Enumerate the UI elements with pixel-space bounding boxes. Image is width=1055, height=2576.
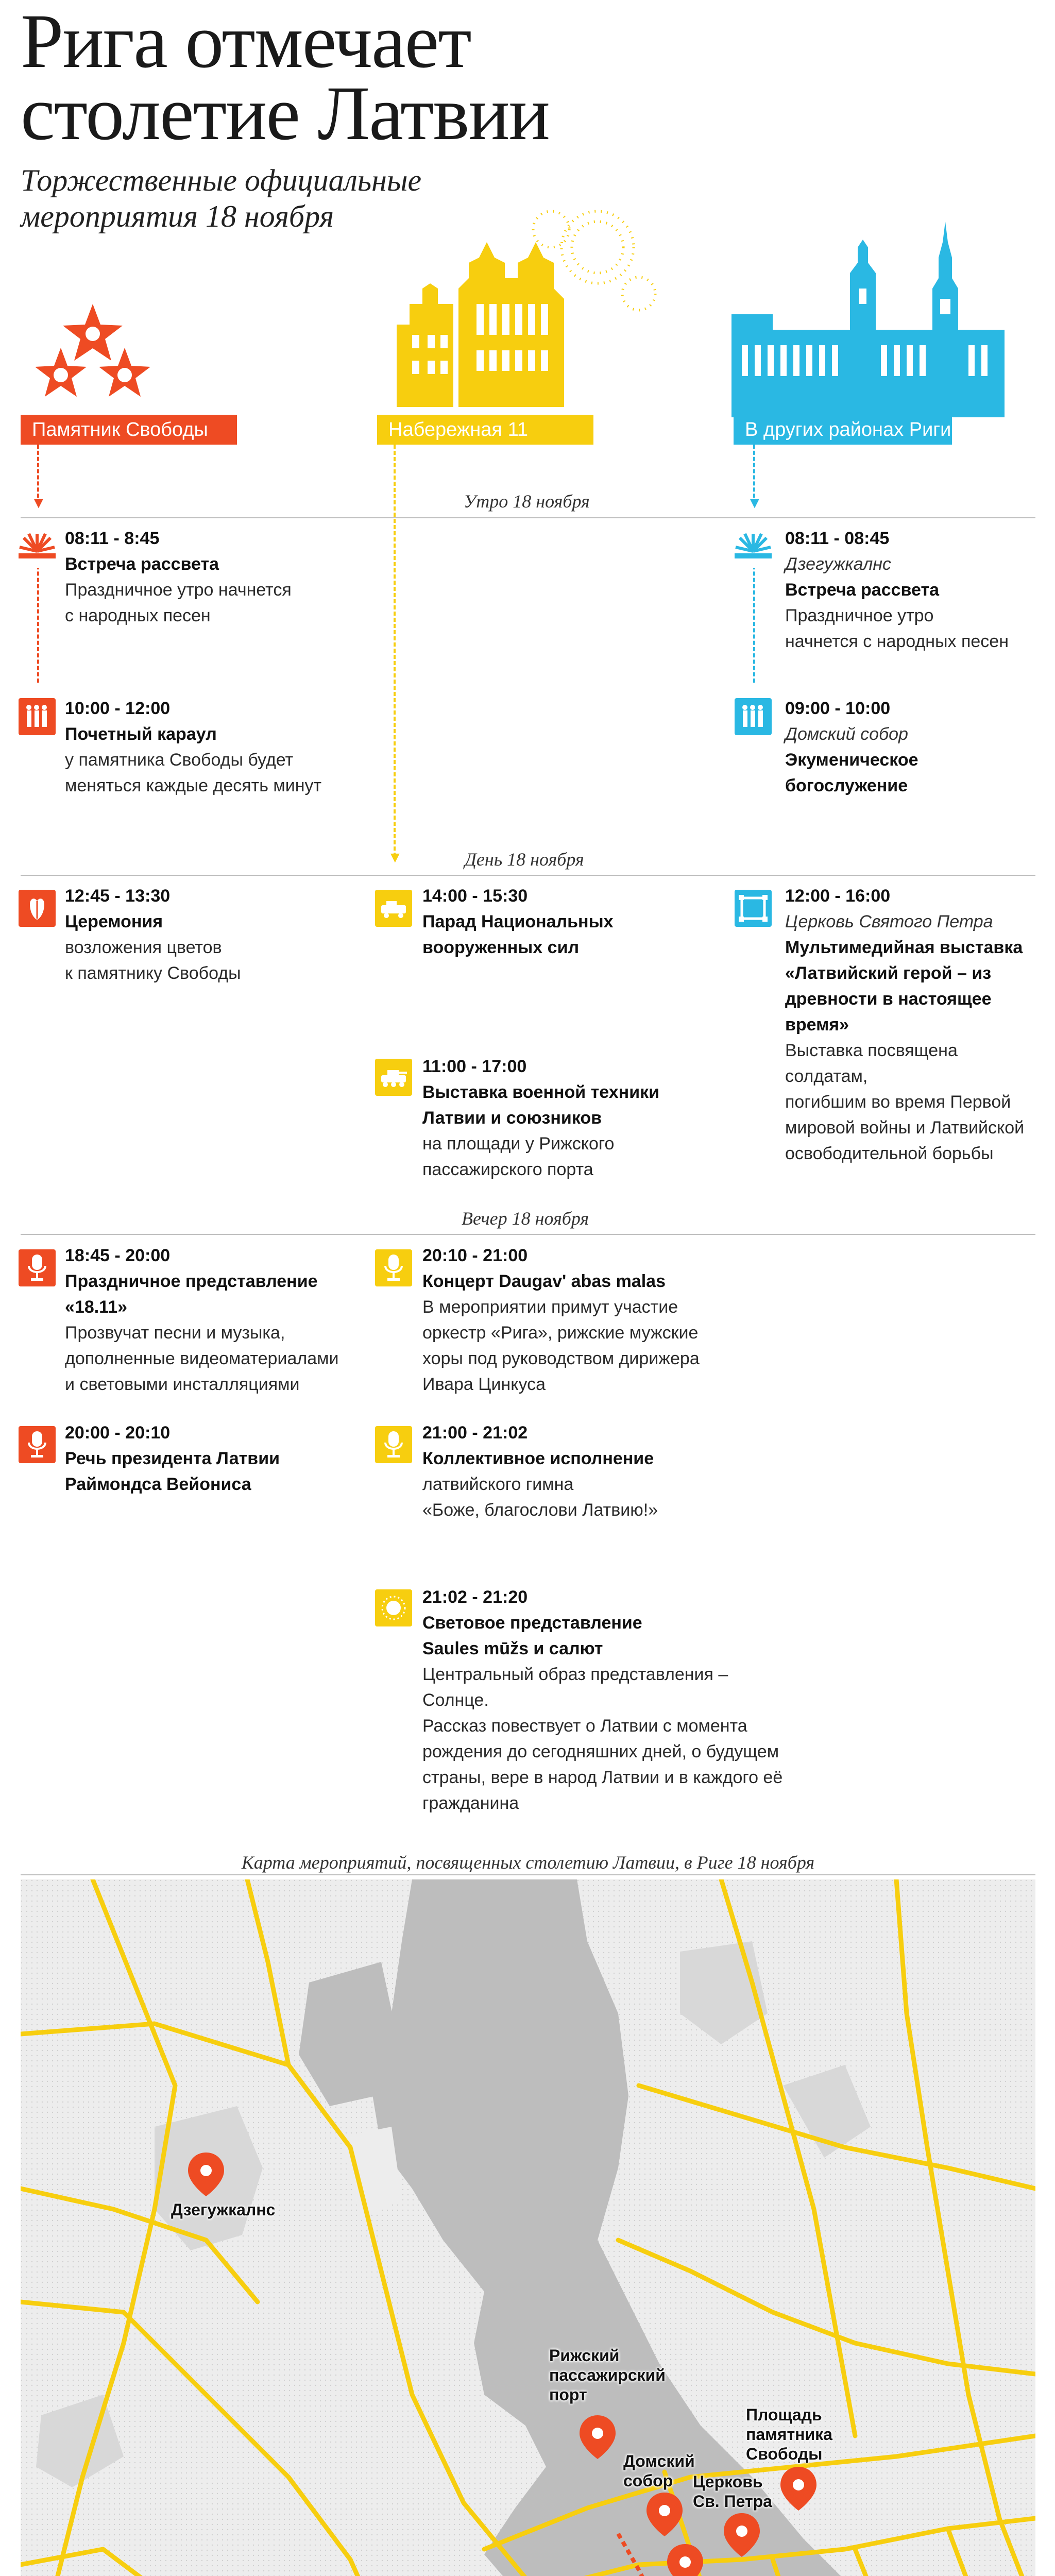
event-place: Церковь Святого Петра — [785, 912, 993, 931]
event-desc: пассажирского порта — [422, 1160, 593, 1179]
riga-churches-icon — [726, 211, 1015, 417]
evening-divider — [21, 1234, 1035, 1235]
event-evening-middle-2 — [422, 1420, 711, 1523]
microphone-icon — [375, 1249, 412, 1286]
event-desc: возложения цветов — [65, 938, 222, 957]
worship-icon — [735, 698, 772, 735]
event-day-right-1 — [785, 883, 1043, 1166]
event-evening-left-2 — [65, 1420, 353, 1497]
subtitle-line-2: мероприятия 18 ноября — [21, 199, 334, 233]
middle-arrow-icon: ▼ — [387, 849, 403, 866]
event-desc: В мероприятии примут участие — [422, 1297, 678, 1317]
map-drawing — [21, 1879, 1035, 2576]
event-desc: латвийского гимна — [422, 1475, 574, 1494]
microphone-icon — [375, 1426, 412, 1463]
event-day-left-1 — [65, 883, 353, 986]
map-label-dzeguzhkalns: Дзегужкалнс — [171, 2200, 276, 2219]
event-time: 14:00 - 15:30 — [422, 886, 528, 906]
middle-connector — [394, 445, 396, 857]
event-desc: хоры под руководством дирижера — [422, 1349, 700, 1368]
event-time: 12:00 - 16:00 — [785, 886, 891, 906]
event-name: Световое представление — [422, 1613, 642, 1633]
sunrise-icon — [735, 531, 772, 568]
event-desc: Праздничное утро — [785, 606, 934, 625]
event-name: Концерт Daugav' abas malas — [422, 1272, 666, 1291]
event-desc: рождения до сегодняшних дней, о будущем — [422, 1742, 779, 1761]
event-name: богослужение — [785, 776, 908, 795]
event-morning-right-2 — [785, 696, 1055, 799]
event-evening-middle-1 — [422, 1243, 711, 1397]
event-name: Встреча рассвета — [785, 580, 940, 600]
event-desc: Прозвучат песни и музыка, — [65, 1323, 285, 1343]
event-desc: «Боже, благослови Латвию!» — [422, 1500, 658, 1520]
event-name: время» — [785, 1015, 849, 1035]
event-desc: к памятнику Свободы — [65, 963, 241, 983]
map-label-line: памятника — [746, 2425, 832, 2444]
event-desc: у памятника Свободы будет — [65, 750, 294, 770]
event-morning-right-1 — [785, 526, 1055, 654]
event-desc: страны, вере в народ Латвии и в каждого её — [422, 1768, 783, 1787]
event-time: 20:00 - 20:10 — [65, 1423, 171, 1443]
map-label-line: собор — [623, 2471, 673, 2490]
title-line-2: столетие Латвии — [21, 71, 549, 156]
event-time: 20:10 - 21:00 — [422, 1246, 528, 1265]
guard-icon — [19, 698, 56, 735]
event-day-middle-2 — [422, 1054, 711, 1182]
military-vehicle-icon — [375, 1059, 412, 1096]
event-name: Парад Национальных — [422, 912, 614, 931]
flowers-icon — [19, 890, 56, 927]
map-label-line: Церковь — [693, 2472, 763, 2491]
event-morning-left-1 — [65, 526, 353, 629]
map-label-line: Площадь — [746, 2405, 822, 2424]
event-desc: на площади у Рижского — [422, 1134, 615, 1154]
event-time: 12:45 - 13:30 — [65, 886, 171, 906]
microphone-icon — [19, 1426, 56, 1463]
column-label-middle: Набережная 11 Ноября — [377, 415, 593, 445]
event-time: 21:00 - 21:02 — [422, 1423, 528, 1443]
map-label-line: пассажирский — [549, 2366, 666, 2384]
map-label-line: Св. Петра — [693, 2492, 772, 2511]
morning-label: Утро 18 ноября — [452, 491, 601, 512]
map-label-freedom-monument — [746, 2405, 832, 2464]
map-caption: Карта мероприятий, посвященных столетию Латвии, в Риге 18 ноября — [241, 1852, 815, 1873]
left-connector-2 — [37, 559, 39, 683]
event-desc: оркестр «Рига», рижские мужские — [422, 1323, 699, 1343]
event-name: Церемония — [65, 912, 163, 931]
event-desc: Рассказ повествует о Латвии с момента — [422, 1716, 747, 1736]
event-place: Домский собор — [785, 724, 908, 744]
event-desc: освободительной борьбы — [785, 1144, 994, 1163]
event-time: 18:45 - 20:00 — [65, 1246, 171, 1265]
map-label-line: Рижский — [549, 2346, 620, 2365]
day-divider — [21, 875, 1035, 876]
event-name: Почетный караул — [65, 724, 217, 744]
event-name: Экуменическое — [785, 750, 918, 770]
day-label: День 18 ноября — [453, 849, 595, 870]
event-map[interactable] — [21, 1879, 1035, 2576]
map-label-port — [549, 2346, 666, 2404]
column-label-right: В других районах Риги — [734, 415, 952, 445]
event-name: Коллективное исполнение — [422, 1449, 654, 1468]
event-name: Встреча рассвета — [65, 554, 219, 574]
map-label-line: порт — [549, 2385, 587, 2404]
event-time: 10:00 - 12:00 — [65, 699, 171, 718]
event-day-middle-1 — [422, 883, 711, 960]
exhibition-screen-icon — [735, 890, 772, 927]
event-place: Дзегужкалнс — [785, 554, 892, 574]
event-desc: дополненные видеоматериалами — [65, 1349, 339, 1368]
event-desc: начнется с народных песен — [785, 632, 1009, 651]
event-name: Раймондса Вейониса — [65, 1475, 251, 1494]
subtitle-line-1: Торжественные официальные — [21, 163, 422, 197]
event-time: 11:00 - 17:00 — [422, 1057, 527, 1076]
event-name: Мультимедийная выставка — [785, 938, 1023, 957]
title-line-1: Рига отмечает — [21, 0, 471, 84]
old-town-houses-icon — [381, 201, 670, 417]
event-desc: Выставка посвящена солдатам, — [785, 1041, 958, 1086]
parade-icon — [375, 890, 412, 927]
page-title — [21, 0, 793, 156]
sunrise-icon — [19, 531, 56, 568]
event-desc: погибшим во время Первой — [785, 1092, 1011, 1112]
event-desc: Центральный образ представления – Солнце. — [422, 1665, 728, 1710]
map-label-line: Домский — [623, 2452, 695, 2470]
column-label-left: Памятник Свободы — [21, 415, 237, 445]
event-desc: и световыми инсталляциями — [65, 1375, 300, 1394]
sun-icon — [375, 1589, 412, 1626]
event-desc: гражданина — [422, 1793, 519, 1813]
event-desc: Праздничное утро начнется — [65, 580, 292, 600]
event-name: древности в настоящее — [785, 989, 992, 1009]
event-morning-left-2 — [65, 696, 353, 799]
event-time: 21:02 - 21:20 — [422, 1587, 528, 1607]
map-label-dom — [623, 2451, 695, 2490]
event-time: 09:00 - 10:00 — [785, 699, 891, 718]
event-desc: с народных песен — [65, 606, 211, 625]
map-label-st-peter — [693, 2472, 772, 2511]
event-name: «18.11» — [65, 1297, 128, 1317]
event-name: Речь президента Латвии — [65, 1449, 280, 1468]
right-connector-2 — [753, 559, 755, 683]
event-name: Праздничное представление — [65, 1272, 318, 1291]
evening-label: Вечер 18 ноября — [450, 1208, 600, 1229]
event-name: «Латвийский герой – из — [785, 963, 992, 983]
map-divider — [21, 1874, 1035, 1875]
event-desc: Ивара Цинкуса — [422, 1375, 546, 1394]
left-arrow-icon: ▼ — [31, 495, 46, 512]
event-time: 08:11 - 8:45 — [65, 529, 160, 548]
event-name: Латвии и союзников — [422, 1108, 602, 1128]
right-arrow-icon: ▼ — [747, 495, 762, 512]
event-name: Выставка военной техники — [422, 1082, 660, 1102]
event-time: 08:11 - 08:45 — [785, 529, 890, 548]
map-label-line: Свободы — [746, 2445, 823, 2463]
stars-monument-icon — [26, 289, 160, 412]
event-evening-middle-3 — [422, 1584, 793, 1816]
event-name: вооруженных сил — [422, 938, 580, 957]
morning-divider — [21, 517, 1035, 518]
event-desc: мировой войны и Латвийской — [785, 1118, 1025, 1138]
event-desc: меняться каждые десять минут — [65, 776, 322, 795]
event-evening-left-1 — [65, 1243, 353, 1397]
event-name: Saules mūžs и салют — [422, 1639, 603, 1658]
microphone-icon — [19, 1249, 56, 1286]
